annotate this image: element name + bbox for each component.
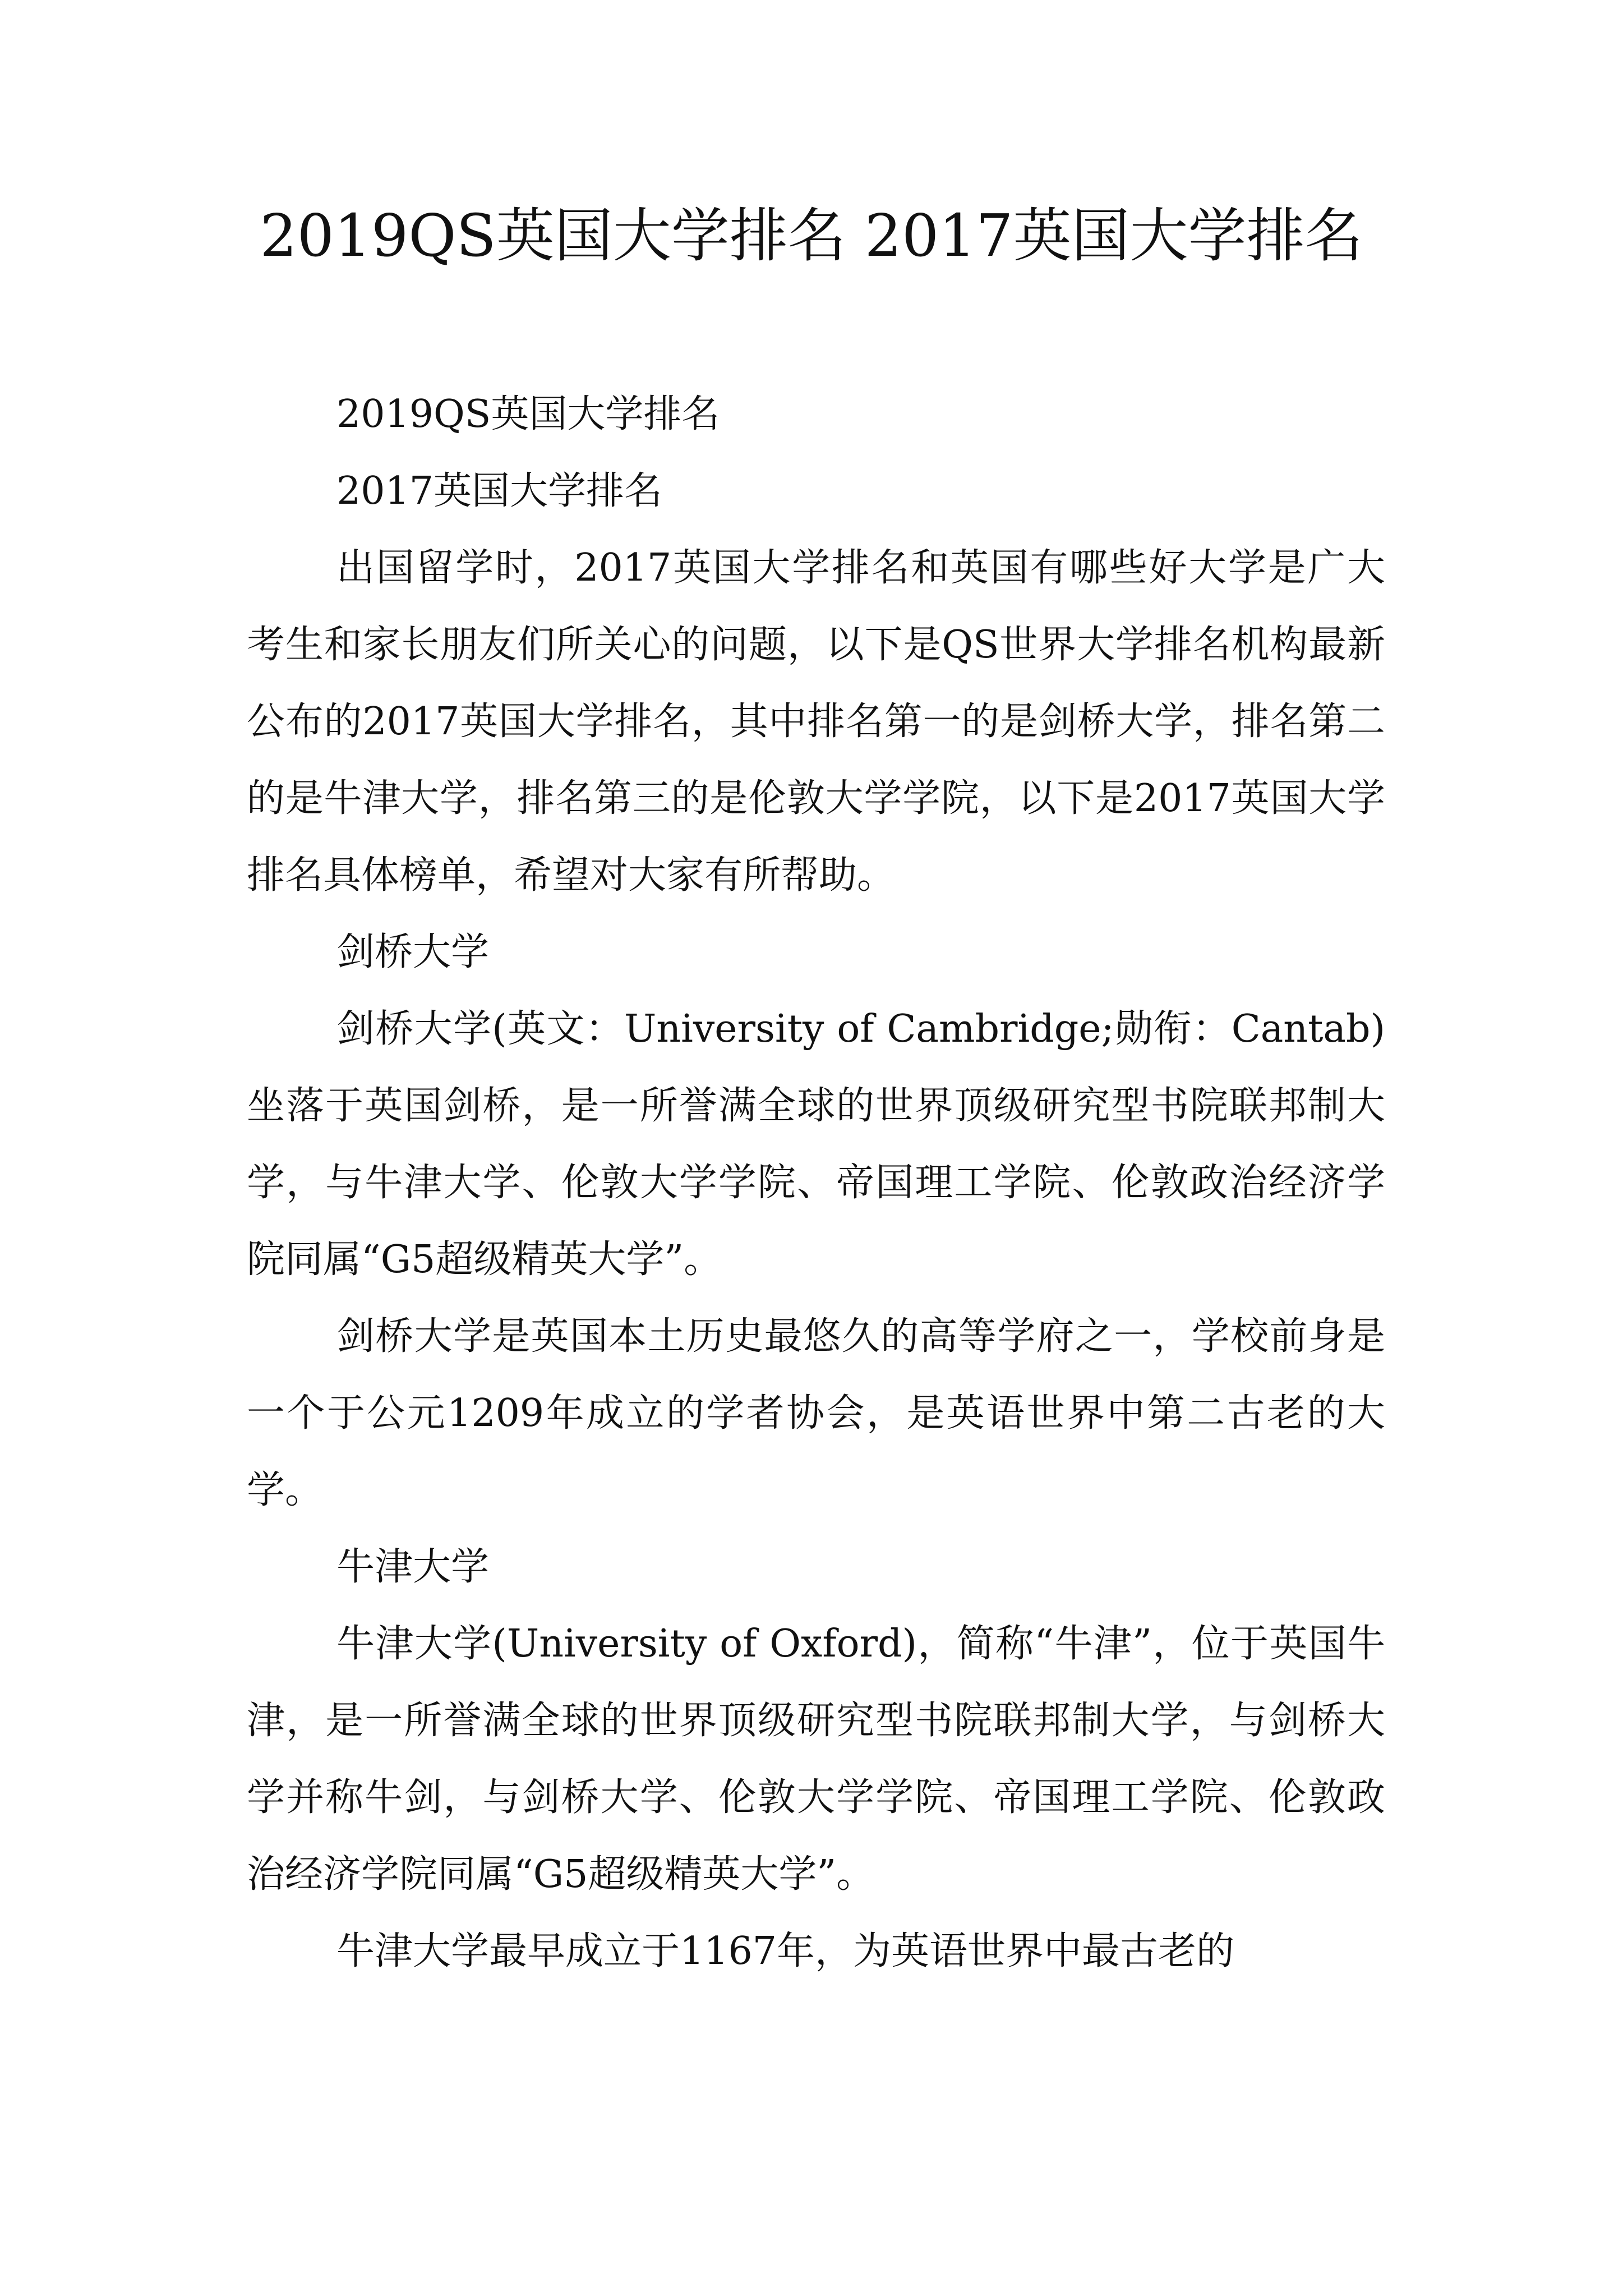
paragraph-subtitle-2019: 2019QS英国大学排名 [336, 392, 720, 436]
document-title: 2019QS英国大学排名 2017英国大学排名 [260, 201, 1363, 270]
paragraph-intro: 出国留学时，2017英国大学排名和英国有哪些好大学是广大考生和家长朋友们所关心的问题，以下是QS世界大学排名机构最新公布的2017英国大学排名，其中排名第一的是剑桥大学，排名第二的是牛津大学，排名第三的是伦敦大学学院，以下是2017英国大学排名具体榜单，希望对大家有所帮助。 [247, 546, 1385, 898]
heading-oxford: 牛津大学 [336, 1545, 490, 1589]
heading-cambridge: 剑桥大学 [336, 930, 490, 974]
paragraph-cambridge-overview: 剑桥大学(英文：University of Cambridge;勋衔：Cantab)坐落于英国剑桥，是一所誉满全球的世界顶级研究型书院联邦制大学，与牛津大学、伦敦大学学院、帝国理工学院、伦敦政治经济学院同属“G5超级精英大学”。 [247, 1007, 1385, 1282]
paragraph-oxford-overview: 牛津大学(University of Oxford)，简称“牛津”，位于英国牛津，是一所誉满全球的世界顶级研究型书院联邦制大学，与剑桥大学并称牛剑，与剑桥大学、伦敦大学学院、帝国理工学院、伦敦政治经济学院同属“G5超级精英大学”。 [247, 1622, 1385, 1897]
paragraph-subtitle-2017: 2017英国大学排名 [336, 469, 663, 513]
document-body [247, 376, 1385, 1990]
paragraph-cambridge-history: 剑桥大学是英国本土历史最悠久的高等学府之一，学校前身是一个于公元1209年成立的学者协会，是英语世界中第二古老的大学。 [247, 1314, 1385, 1512]
paragraph-oxford-history: 牛津大学最早成立于1167年，为英语世界中最古老的 [336, 1929, 1235, 1973]
